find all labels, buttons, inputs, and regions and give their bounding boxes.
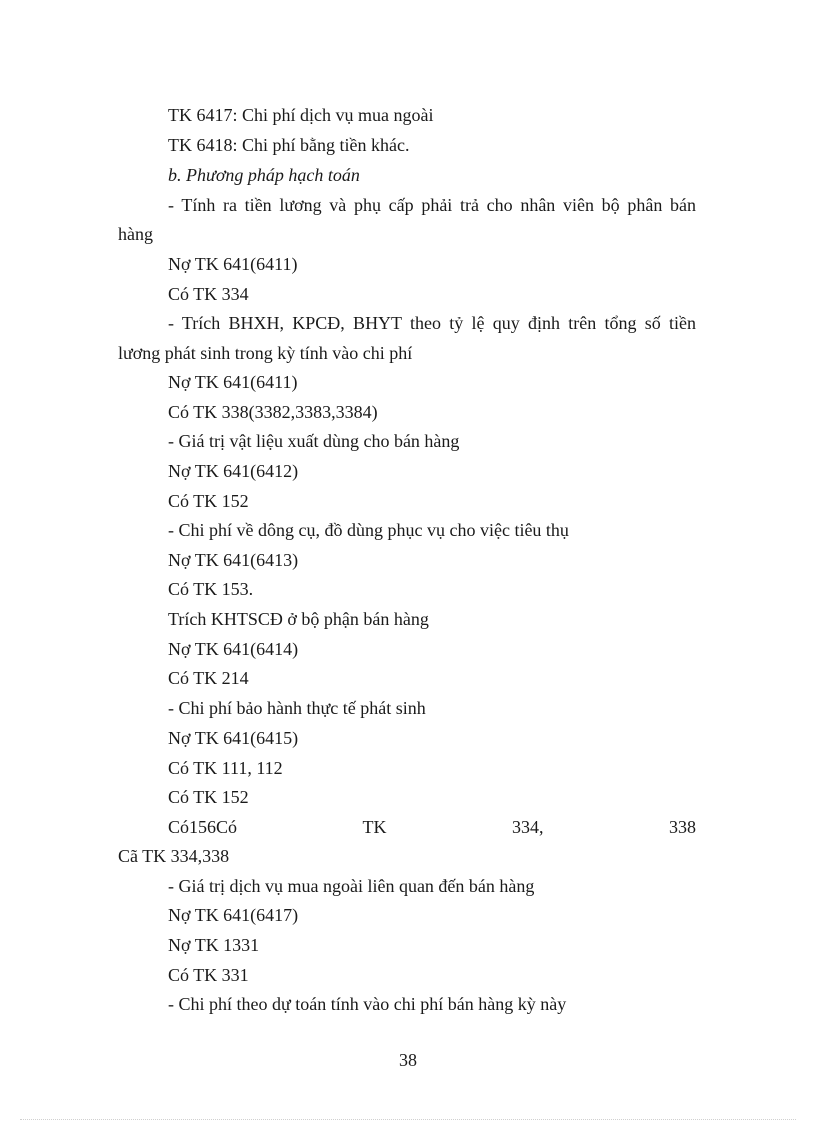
journal-entry: Có TK 334 [168, 284, 249, 304]
text-line: Cã TK 334,338 [118, 846, 230, 866]
spread-token: TK [362, 817, 387, 837]
journal-entry: Có TK 214 [168, 668, 249, 688]
spread-token: Có156Có [168, 817, 238, 837]
journal-entry: Nợ TK 641(6411) [168, 254, 298, 274]
journal-entry: Nợ TK 641(6411) [168, 372, 298, 392]
spread-token: 338 [668, 817, 696, 837]
text-line: - Tính ra tiền lương và phụ cấp phải trả cho nhân viên bộ phân bán [168, 195, 696, 215]
text-line: lương phát sinh trong kỳ tính vào chi phí [118, 343, 413, 363]
footer-divider [20, 1119, 796, 1120]
section-heading: b. Phương pháp hạch toán [168, 165, 360, 185]
journal-entry: Nợ TK 641(6417) [168, 905, 299, 925]
spread-token: 334, [511, 817, 544, 837]
page-number: 38 [399, 1050, 417, 1070]
text-line: hàng [118, 224, 153, 244]
journal-entry: Nợ TK 641(6415) [168, 728, 299, 748]
journal-entry: Nợ TK 641(6414) [168, 639, 299, 659]
journal-entry: Có TK 152 [168, 787, 249, 807]
journal-entry: Có TK 338(3382,3383,3384) [168, 402, 378, 422]
text-line: - Giá trị vật liệu xuất dùng cho bán hàng [168, 431, 460, 451]
text-line: TK 6417: Chi phí dịch vụ mua ngoài [168, 105, 434, 125]
text-line: - Chi phí về dông cụ, đồ dùng phục vụ cho việc tiêu thụ [168, 520, 569, 540]
journal-entry: Nợ TK 641(6413) [168, 550, 299, 570]
text-line: TK 6418: Chi phí bằng tiền khác. [168, 135, 410, 155]
text-line: - Giá trị dịch vụ mua ngoài liên quan đến bán hàng [168, 876, 535, 896]
journal-entry: Có TK 331 [168, 965, 249, 985]
journal-entry: Nợ TK 641(6412) [168, 461, 299, 481]
journal-entry: Có TK 111, 112 [168, 758, 283, 778]
text-line: Trích KHTSCĐ ở bộ phận bán hàng [168, 609, 429, 629]
text-line: - Chi phí bảo hành thực tế phát sinh [168, 698, 426, 718]
text-line: - Chi phí theo dự toán tính vào chi phí bán hàng kỳ này [168, 994, 567, 1014]
journal-entry: Có TK 153. [168, 579, 254, 599]
journal-entry: Có TK 152 [168, 491, 249, 511]
spread-line [168, 815, 696, 839]
text-line: - Trích BHXH, KPCĐ, BHYT theo tỷ lệ quy định trên tổng số tiền [168, 313, 696, 333]
journal-entry: Nợ TK 1331 [168, 935, 260, 955]
